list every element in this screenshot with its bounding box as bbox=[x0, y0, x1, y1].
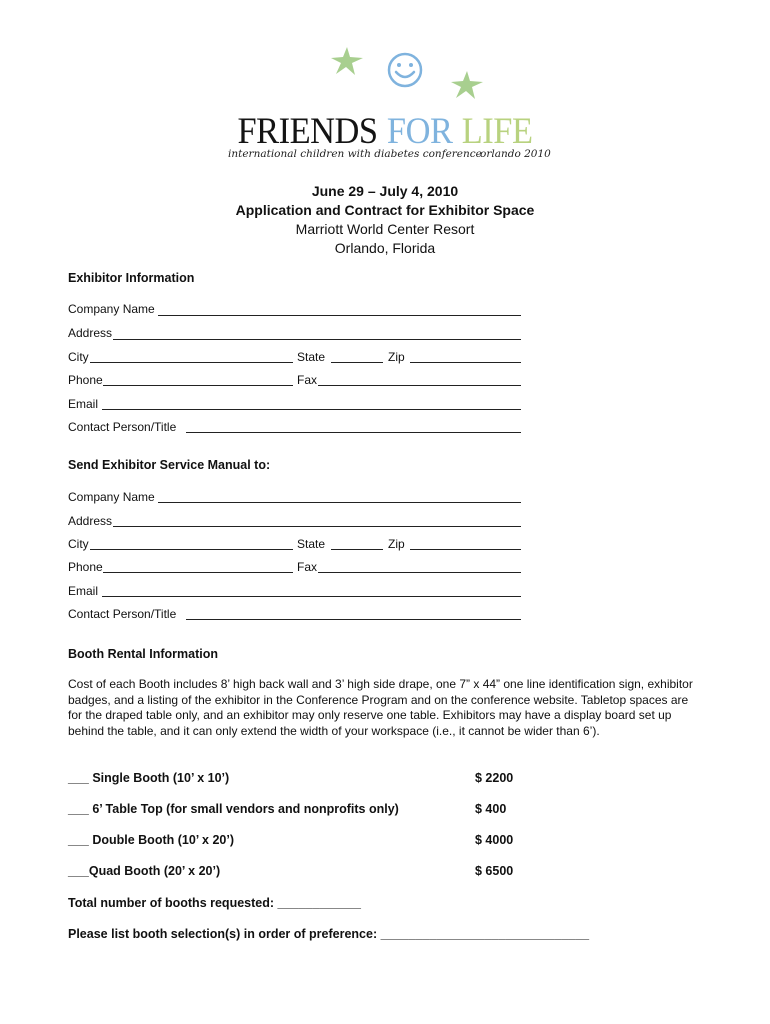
exhibitor-heading: Exhibitor Information bbox=[68, 271, 195, 285]
logo-word-friends: FRIENDS bbox=[237, 111, 378, 152]
booth-option-label[interactable]: ___Quad Booth (20’ x 20’) bbox=[68, 864, 221, 878]
booth-option-price: $ 4000 bbox=[475, 833, 514, 847]
logo-tagline-right: orlando 2010 bbox=[480, 148, 551, 160]
company-name-label: Company Name bbox=[68, 302, 155, 316]
state-label: State bbox=[297, 350, 326, 364]
booth-option-label[interactable]: ___ 6’ Table Top (for small vendors and nonprofits only) bbox=[68, 802, 399, 816]
fax-field[interactable] bbox=[318, 385, 521, 386]
contact-field[interactable] bbox=[186, 432, 521, 433]
email-field[interactable] bbox=[102, 409, 521, 410]
star-icon bbox=[450, 70, 484, 100]
state-field[interactable] bbox=[331, 362, 383, 363]
address-label: Address bbox=[68, 326, 113, 340]
contact-label: Contact Person/Title bbox=[68, 607, 177, 621]
fax-label: Fax bbox=[297, 373, 318, 387]
city-label: City bbox=[68, 350, 89, 364]
zip-label: Zip bbox=[388, 350, 405, 364]
logo-wordmark bbox=[27, 110, 743, 153]
page-title: Application and Contract for Exhibitor Space bbox=[235, 202, 535, 218]
city-field[interactable] bbox=[90, 549, 293, 550]
state-field[interactable] bbox=[331, 549, 383, 550]
venue: Marriott World Center Resort bbox=[295, 221, 475, 237]
logo-word-for: FOR bbox=[386, 111, 453, 152]
booth-option-price: $ 400 bbox=[475, 802, 507, 816]
manual-heading: Send Exhibitor Service Manual to: bbox=[68, 458, 271, 472]
booth-option-price: $ 6500 bbox=[475, 864, 514, 878]
booth-heading: Booth Rental Information bbox=[68, 647, 218, 661]
phone-label: Phone bbox=[68, 373, 103, 387]
zip-field[interactable] bbox=[410, 362, 521, 363]
total-booths-label[interactable]: Total number of booths requested: ____________ bbox=[68, 896, 361, 910]
location: Orlando, Florida bbox=[334, 240, 436, 256]
city-label: City bbox=[68, 537, 89, 551]
phone-field[interactable] bbox=[103, 385, 293, 386]
zip-field[interactable] bbox=[410, 549, 521, 550]
booth-option-price: $ 2200 bbox=[475, 771, 514, 785]
contact-field[interactable] bbox=[186, 619, 521, 620]
company-name-label: Company Name bbox=[68, 490, 155, 504]
booth-option-label[interactable]: ___ Single Booth (10’ x 10’) bbox=[68, 771, 230, 785]
email-label: Email bbox=[68, 397, 99, 411]
address-label: Address bbox=[68, 514, 113, 528]
phone-label: Phone bbox=[68, 560, 103, 574]
zip-label: Zip bbox=[388, 537, 405, 551]
event-dates: June 29 – July 4, 2010 bbox=[311, 183, 459, 199]
state-label: State bbox=[297, 537, 326, 551]
city-field[interactable] bbox=[90, 362, 293, 363]
smiley-icon bbox=[385, 50, 425, 90]
address-field[interactable] bbox=[113, 339, 521, 340]
address-field[interactable] bbox=[113, 526, 521, 527]
booth-description: Cost of each Booth includes 8’ high back wall and 3’ high side drape, one 7” x 44” one line identification sign, exhibitor badges, and a listing of the exhibitor in the Conference Program and on the conference website. Tabletop spaces are for the draped table only, and an exhibitor may only reserve one table. Exhibitors may have a display board set up behind the table, and it can only extend the width of your workspace (i.e., it cannot be wider than 6’). bbox=[68, 677, 693, 738]
company-name-field[interactable] bbox=[158, 502, 521, 503]
booth-option-label[interactable]: ___ Double Booth (10’ x 20’) bbox=[68, 833, 235, 847]
email-field[interactable] bbox=[102, 596, 521, 597]
phone-field[interactable] bbox=[103, 572, 293, 573]
star-icon bbox=[330, 46, 364, 76]
fax-label: Fax bbox=[297, 560, 318, 574]
company-name-field[interactable] bbox=[158, 315, 521, 316]
fax-field[interactable] bbox=[318, 572, 521, 573]
contact-label: Contact Person/Title bbox=[68, 420, 177, 434]
logo-word-life: LIFE bbox=[461, 111, 533, 152]
booth-preference-label[interactable]: Please list booth selection(s) in order of preference: ______________________________ bbox=[68, 927, 590, 941]
email-label: Email bbox=[68, 584, 99, 598]
logo-tagline: international children with diabetes conference bbox=[228, 148, 482, 160]
